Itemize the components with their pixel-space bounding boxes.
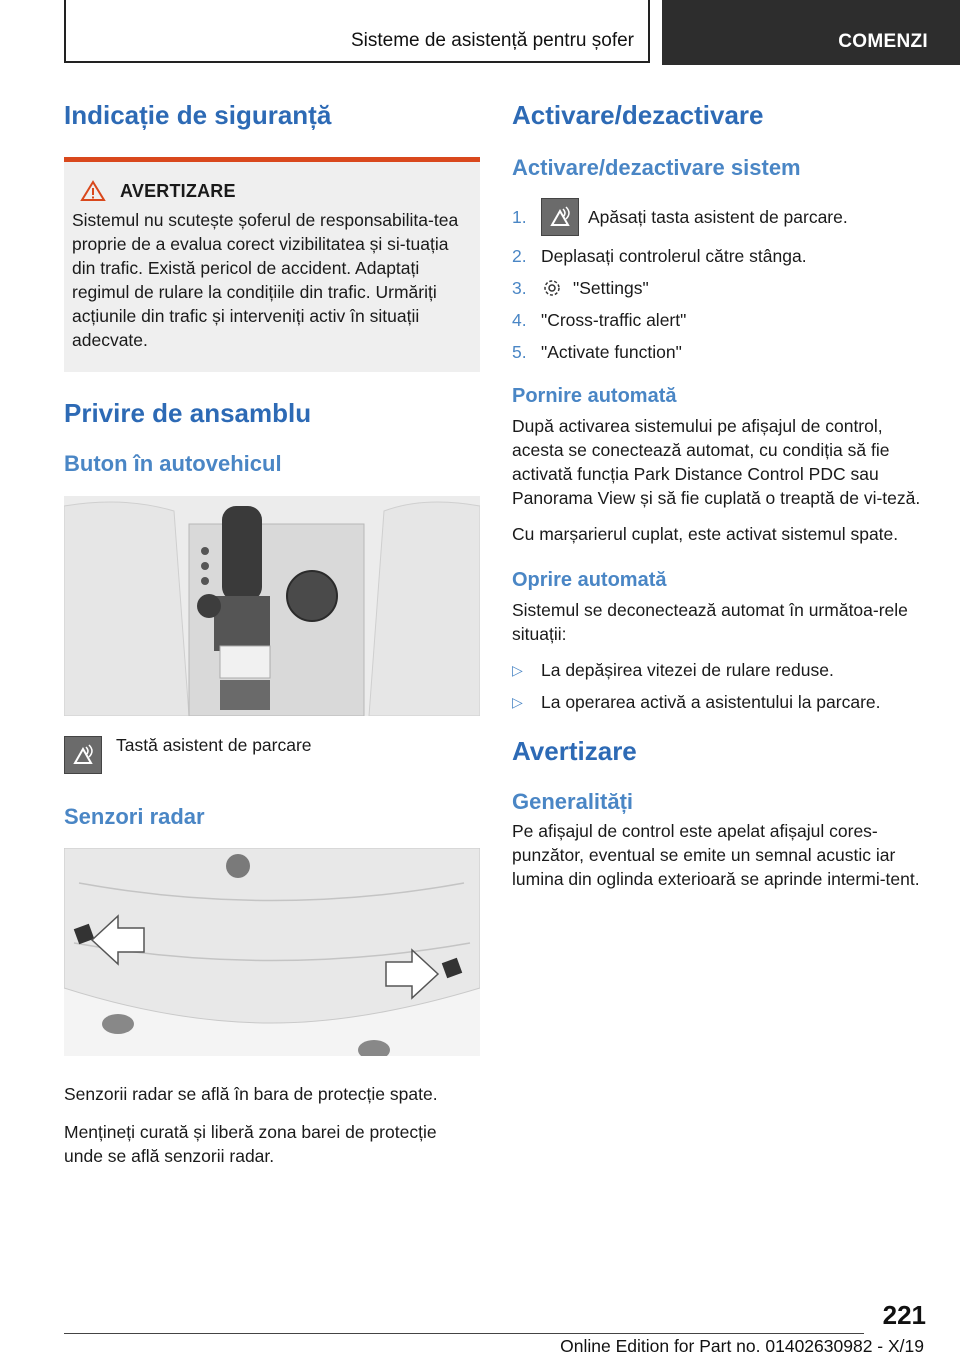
heading-radar: Senzori radar [64,803,205,829]
general-paragraph: Pe afișajul de control este apelat afișajul cores-punzător, eventual se emite un semnal acustic iar lumina din oglinda exterioară se aprinde intermi-tent. [512,821,920,890]
list-item [512,690,928,714]
stop-conditions [512,658,928,714]
section-title: Sisteme de asistență pentru șofer [350,30,634,51]
step-text: "Cross-traffic alert" [541,309,687,330]
step-text: "Settings" [573,277,649,298]
list-item [512,658,928,682]
heading-button: Buton în autovehicul [64,451,282,477]
warning-box [64,157,480,372]
step-item [512,340,928,364]
step-number: 2. [512,245,527,266]
autostart-paragraph-2: Cu marșarierul cuplat, este activat sistemul spate. [512,523,899,544]
heading-autostart: Pornire automată [512,384,677,407]
footer-divider [64,1333,864,1334]
footer-edition: Online Edition for Part no. 01402630982 - X/19 [560,1336,924,1356]
park-assist-key-icon [541,198,579,236]
rear-bumper-photo [64,848,480,1056]
step-number: 1. [512,206,527,227]
step-item [512,276,928,300]
list-item-text: La depășirea vitezei de rulare reduse. [541,659,834,680]
right-column [512,100,928,891]
button-legend [64,736,480,774]
step-text: Apăsați tasta asistent de parcare. [588,206,848,227]
gear-icon [541,277,563,299]
park-assist-key-icon [64,736,102,774]
step-number: 3. [512,277,527,298]
heading-activate-system: Activare/dezactivare sistem [512,155,801,181]
activation-steps [512,198,928,364]
bullet-triangle-icon: ▷ [512,693,523,710]
heading-activate: Activare/dezactivare [512,100,764,130]
step-item [512,198,928,236]
left-column [64,100,480,1168]
page-number: 221 [882,1300,926,1330]
list-item-text: La operarea activă a asistentului la parcare. [541,691,881,712]
heading-overview: Privire de ansamblu [64,398,312,429]
step-item [512,244,928,268]
radar-paragraph-1: Senzorii radar se află în bara de protecție spate. [64,1084,438,1105]
step-text: "Activate function" [541,341,682,362]
chapter-tab [662,0,960,65]
heading-warning: Avertizare [512,735,637,766]
gear-console-photo [64,496,480,716]
radar-paragraph-2: Mențineți curată și liberă zona barei de protecție unde se află senzorii radar. [64,1122,437,1167]
chapter-title: COMENZI [838,31,928,52]
warning-icon [80,180,106,202]
step-number: 4. [512,309,527,330]
autostart-paragraph-1: După activarea sistemului pe afișajul de control, acesta se conectează automat, cu condiția să fie activată funcția Park Distance Control PDC sau Panorama View și să fie cuplată o treaptă de vi-teză. [512,415,921,508]
heading-general: Generalități [512,788,634,814]
autostop-paragraph: Sistemul se deconectează automat în următoa-rele situații: [512,599,908,644]
step-text: Deplasați controlerul către stânga. [541,245,807,266]
step-item [512,308,928,332]
header-section-box [64,0,650,63]
heading-safety: Indicație de siguranță [64,100,332,130]
heading-autostop: Oprire automată [512,568,667,591]
step-number: 5. [512,341,527,362]
button-caption: Tastă asistent de parcare [116,734,312,755]
warning-text: Sistemul nu scutește șoferul de responsabilita-tea proprie de a evalua corect vizibilitatea și si-tuația din trafic. Există pericol de accident. Adaptați regimul de rulare la condițiile din trafic. Urmăriți acțiunile din trafic și interveniți activ în situații adecvate. [72,210,459,351]
bullet-triangle-icon: ▷ [512,661,523,678]
warning-label: AVERTIZARE [120,180,236,201]
